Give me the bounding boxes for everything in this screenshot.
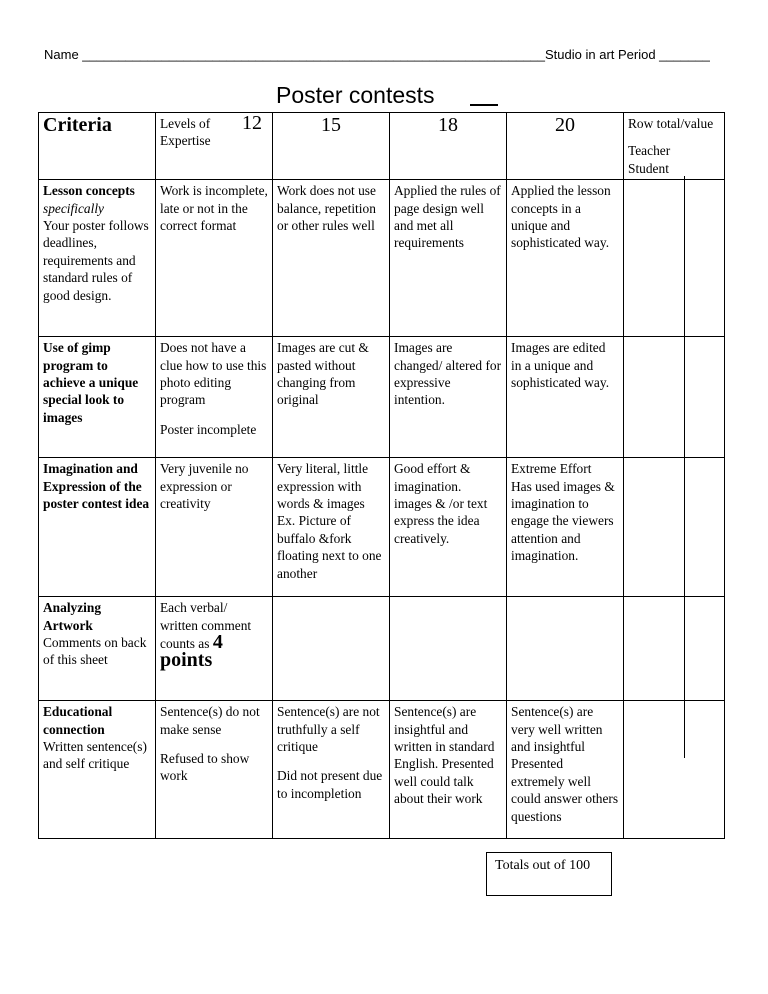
level-15-cell bbox=[273, 597, 390, 701]
level-text: Sentence(s) do not make sense bbox=[160, 704, 260, 737]
rubric-table bbox=[38, 112, 725, 839]
level-18-cell: Sentence(s) are insightful and written in standard English. Presented well could talk about their work bbox=[390, 701, 507, 839]
level-18-cell bbox=[390, 597, 507, 701]
level-text: Does not have a clue how to use this photo editing program bbox=[160, 340, 267, 408]
level-text: Each verbal/ written comment counts as bbox=[160, 600, 252, 652]
expertise-label: Expertise bbox=[160, 133, 211, 149]
teacher-student-divider bbox=[684, 176, 685, 758]
level-12-cell: Work is incomplete, late or not in the correct format bbox=[156, 180, 273, 337]
level-12-cell bbox=[156, 597, 273, 701]
level-text: Sentence(s) are not truthfully a self critique bbox=[277, 704, 380, 755]
row-total-heading bbox=[624, 113, 725, 180]
criteria-cell bbox=[39, 597, 156, 701]
level-18-cell: Good effort & imagination. images & /or text express the idea creatively. bbox=[390, 458, 507, 597]
level-18-cell: Applied the rules of page design well and met all requirements bbox=[390, 180, 507, 337]
table-row bbox=[39, 701, 725, 839]
criteria-heading: Criteria bbox=[39, 113, 156, 180]
student-label: Student bbox=[628, 160, 669, 176]
level-20-cell: Images are edited in a unique and sophisticated way. bbox=[507, 337, 624, 458]
level-example: Ex. Picture of buffalo &fork floating next to one another bbox=[277, 513, 382, 581]
title-blank-line bbox=[470, 104, 498, 106]
page-title: Poster contests bbox=[276, 82, 435, 108]
level-text: Extreme Effort bbox=[511, 461, 592, 477]
criteria-title: Educational connection bbox=[43, 704, 113, 737]
level-20-cell: Sentence(s) are very well written and insightful Presented extremely well could answer others questions bbox=[507, 701, 624, 839]
criteria-cell: Imagination and Expression of the poster contest idea bbox=[39, 458, 156, 597]
row-total-cell[interactable] bbox=[624, 597, 725, 701]
criteria-cell: Use of gimp program to achieve a unique special look to images bbox=[39, 337, 156, 458]
points-label: points bbox=[160, 649, 213, 672]
table-row bbox=[39, 337, 725, 458]
criteria-italic: specifically bbox=[43, 200, 104, 216]
score-12-heading: 12 bbox=[242, 112, 262, 134]
table-header-row bbox=[39, 113, 725, 180]
level-18-cell: Images are changed/ altered for expressive intention. bbox=[390, 337, 507, 458]
criteria-title: Analyzing Artwork bbox=[43, 600, 102, 633]
criteria-title: Lesson concepts bbox=[43, 183, 135, 199]
criteria-description: Your poster follows deadlines, requirements and standard rules of good design. bbox=[43, 218, 149, 303]
level-12-cell bbox=[156, 337, 273, 458]
table-row bbox=[39, 597, 725, 701]
level-15-cell: Work does not use balance, repetition or other rules well bbox=[273, 180, 390, 337]
totals-box[interactable]: Totals out of 100 bbox=[486, 852, 612, 896]
levels-of-expertise-cell bbox=[156, 113, 273, 180]
row-total-cell[interactable] bbox=[624, 180, 725, 337]
level-15-cell bbox=[273, 458, 390, 597]
level-15-cell: Images are cut & pasted without changing from original bbox=[273, 337, 390, 458]
row-total-label: Row total/value bbox=[628, 116, 714, 131]
score-20-heading: 20 bbox=[507, 113, 624, 180]
table-row bbox=[39, 180, 725, 337]
table-row bbox=[39, 458, 725, 597]
level-text-note: Refused to show work bbox=[160, 751, 250, 784]
level-12-cell bbox=[156, 701, 273, 839]
level-20-cell bbox=[507, 597, 624, 701]
level-20-cell bbox=[507, 458, 624, 597]
criteria-description: Written sentence(s) and self critique bbox=[43, 739, 147, 772]
level-15-cell bbox=[273, 701, 390, 839]
score-18-heading: 18 bbox=[390, 113, 507, 180]
level-text-note: Poster incomplete bbox=[160, 421, 257, 437]
levels-of-label: Levels of bbox=[160, 116, 211, 131]
row-total-cell[interactable] bbox=[624, 701, 725, 839]
teacher-label: Teacher bbox=[628, 143, 671, 159]
row-total-cell[interactable] bbox=[624, 337, 725, 458]
score-15-heading: 15 bbox=[273, 113, 390, 180]
row-total-cell[interactable] bbox=[624, 458, 725, 597]
level-20-cell: Applied the lesson concepts in a unique and sophisticated way. bbox=[507, 180, 624, 337]
criteria-cell bbox=[39, 701, 156, 839]
criteria-description: Comments on back of this sheet bbox=[43, 635, 147, 668]
level-text: Very literal, little expression with words & images bbox=[277, 461, 369, 512]
level-text-detail: Has used images & imagination to engage the viewers attention and imagination. bbox=[511, 478, 615, 564]
points-value: 4 bbox=[212, 631, 223, 654]
criteria-cell bbox=[39, 180, 156, 337]
level-text-note: Did not present due to incompletion bbox=[277, 768, 383, 801]
name-period-line: Name ________________________________________________________________Studio in art Period _______ bbox=[44, 47, 710, 62]
level-12-cell: Very juvenile no expression or creativity bbox=[156, 458, 273, 597]
